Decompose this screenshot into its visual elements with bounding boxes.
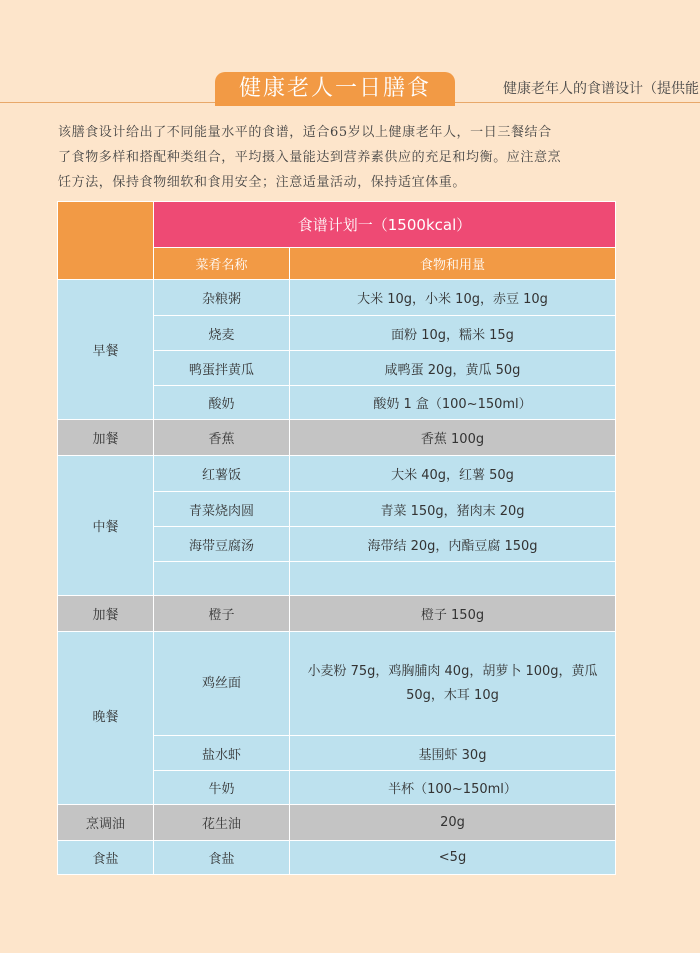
meal-label-snack: 加餐	[58, 420, 154, 456]
food-cell: 20g	[290, 805, 616, 841]
dish-cell	[154, 562, 290, 596]
intro-paragraph	[58, 120, 638, 195]
dish-cell: 牛奶	[154, 771, 290, 805]
food-cell: 青菜 150g，猪肉末 20g	[290, 492, 616, 527]
food-cell: 面粉 10g，糯米 15g	[290, 316, 616, 351]
page-title: 健康老人一日膳食	[215, 72, 455, 106]
plan-title: 食谱计划一（1500kcal）	[154, 202, 616, 248]
meal-label-salt: 食盐	[58, 841, 154, 875]
meal-label-lunch: 中餐	[58, 456, 154, 596]
food-cell: 橙子 150g	[290, 596, 616, 632]
dish-cell: 青菜烧肉圆	[154, 492, 290, 527]
dish-cell: 海带豆腐汤	[154, 527, 290, 562]
meal-label-oil: 烹调油	[58, 805, 154, 841]
dish-cell: 食盐	[154, 841, 290, 875]
food-cell: <5g	[290, 841, 616, 875]
corner-cell	[58, 202, 154, 280]
food-cell: 小麦粉 75g，鸡胸脯肉 40g，胡萝卜 100g，黄瓜 50g，木耳 10g	[290, 632, 616, 736]
food-cell: 大米 10g，小米 10g，赤豆 10g	[290, 280, 616, 316]
food-cell: 半杯（100~150ml）	[290, 771, 616, 805]
meal-label-snack: 加餐	[58, 596, 154, 632]
food-cell: 酸奶 1 盒（100~150ml）	[290, 386, 616, 420]
food-cell: 咸鸭蛋 20g，黄瓜 50g	[290, 351, 616, 386]
food-cell	[290, 562, 616, 596]
meal-plan-table	[57, 201, 616, 875]
running-head: 健康老年人的食谱设计（提供能	[503, 81, 699, 97]
dish-cell: 橙子	[154, 596, 290, 632]
col-header-dish: 菜肴名称	[154, 248, 290, 280]
intro-line: 饪方法，保持食物细软和食用安全；注意适量活动，保持适宜体重。	[58, 175, 467, 190]
dish-cell: 花生油	[154, 805, 290, 841]
meal-label-dinner: 晚餐	[58, 632, 154, 805]
food-cell: 大米 40g，红薯 50g	[290, 456, 616, 492]
food-cell: 海带结 20g，内酯豆腐 150g	[290, 527, 616, 562]
dish-cell: 烧麦	[154, 316, 290, 351]
dish-cell: 鸡丝面	[154, 632, 290, 736]
dish-cell: 香蕉	[154, 420, 290, 456]
intro-line: 了食物多样和搭配种类组合，平均摄入量能达到营养素供应的充足和均衡。应注意烹	[58, 150, 562, 165]
food-cell: 香蕉 100g	[290, 420, 616, 456]
intro-line: 该膳食设计给出了不同能量水平的食谱，适合65岁以上健康老年人，一日三餐结合	[58, 125, 552, 140]
col-header-food: 食物和用量	[290, 248, 616, 280]
dish-cell: 鸭蛋拌黄瓜	[154, 351, 290, 386]
dish-cell: 酸奶	[154, 386, 290, 420]
dish-cell: 红薯饭	[154, 456, 290, 492]
food-cell: 基围虾 30g	[290, 736, 616, 771]
dish-cell: 杂粮粥	[154, 280, 290, 316]
meal-label-breakfast: 早餐	[58, 280, 154, 420]
dish-cell: 盐水虾	[154, 736, 290, 771]
